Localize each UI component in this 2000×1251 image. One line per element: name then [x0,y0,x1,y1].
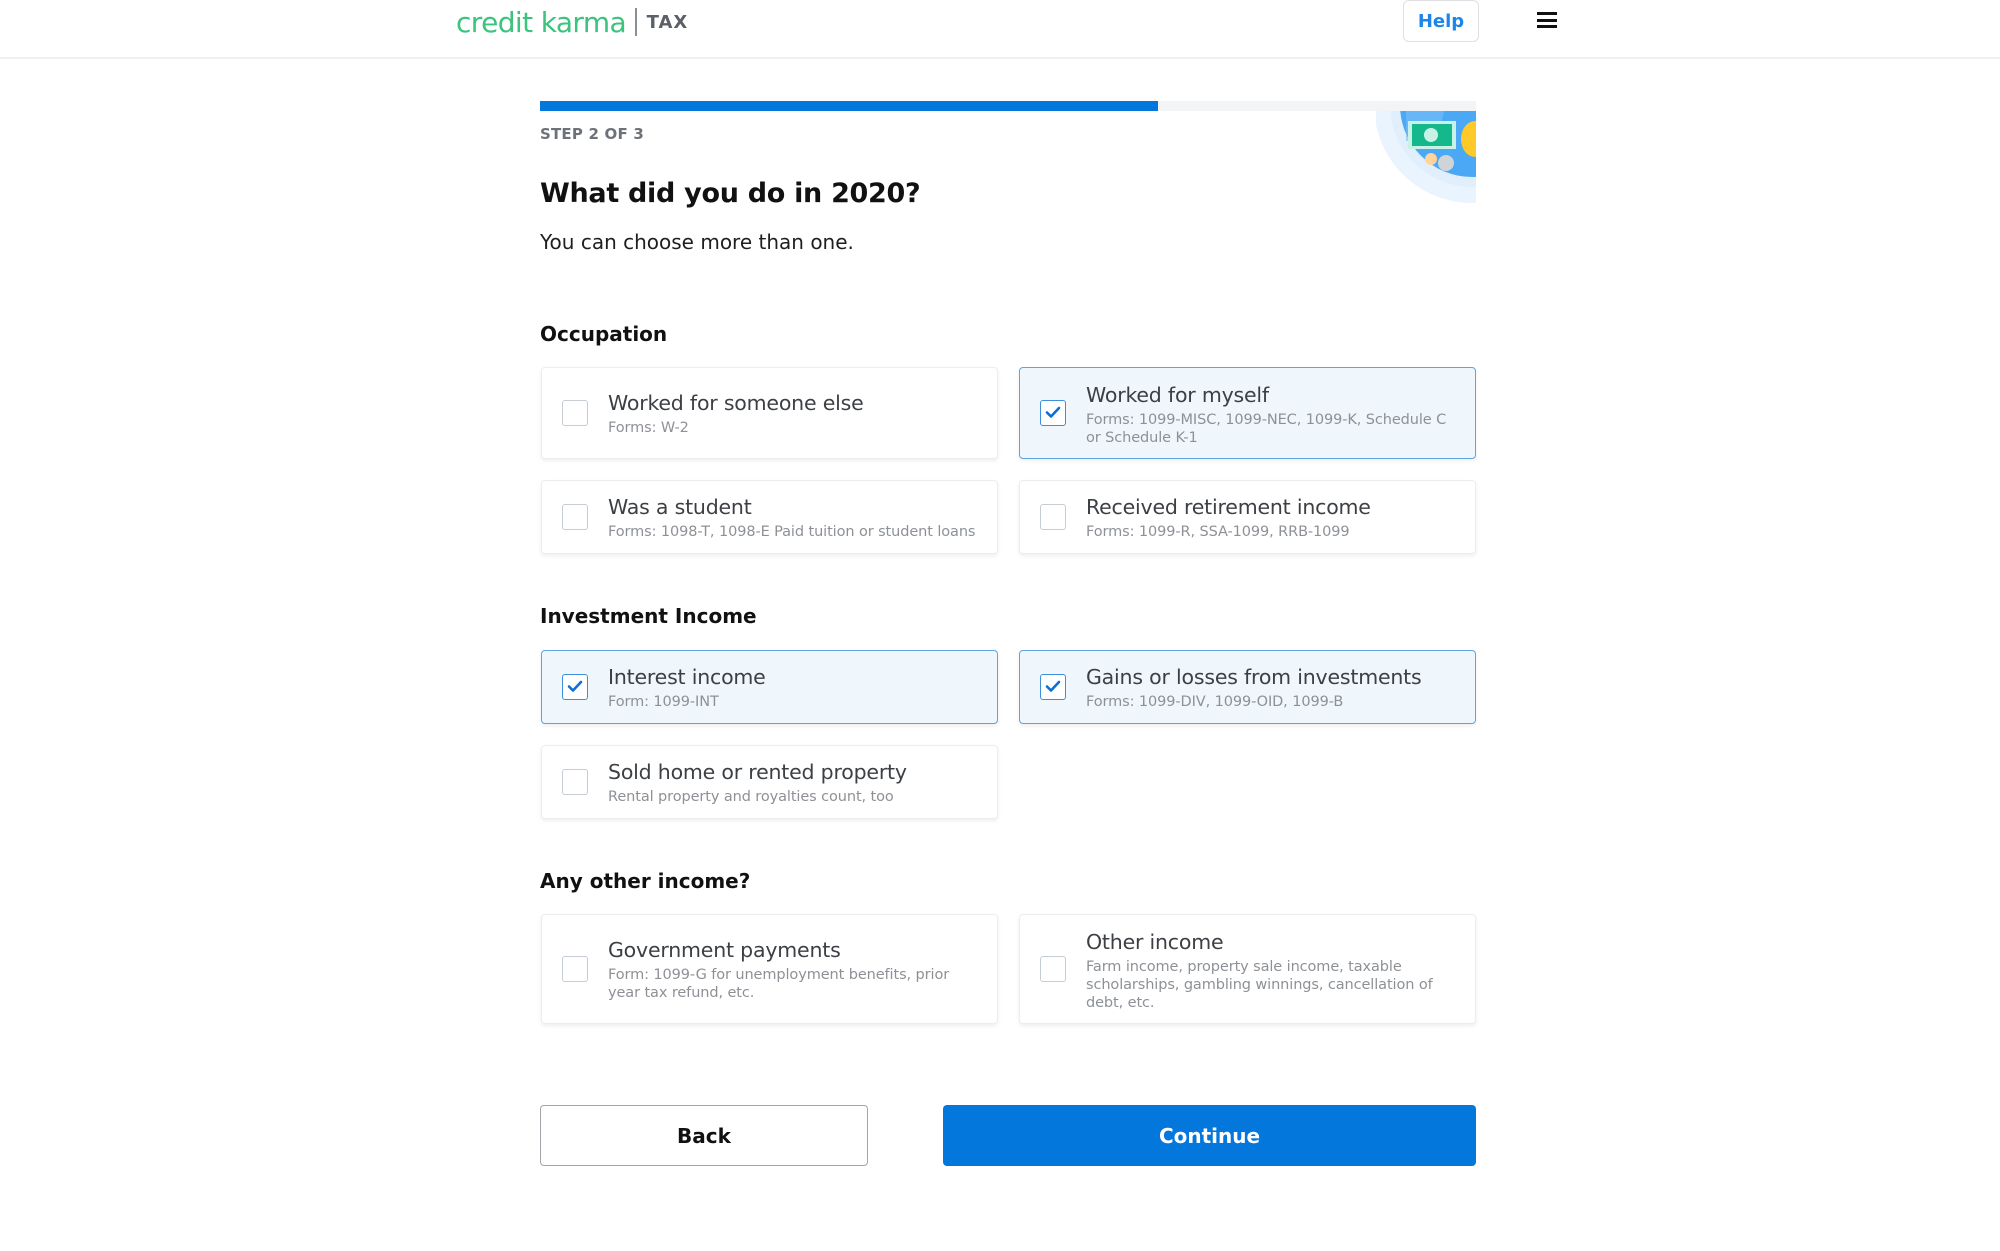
continue-button[interactable]: Continue [943,1105,1476,1166]
money-illustration-icon [1376,111,1476,205]
option-other-income[interactable] [1019,914,1476,1024]
option-sold-home-or-rented-property[interactable] [541,745,998,819]
option-subtitle: Form: 1099-INT [608,693,719,710]
help-button[interactable]: Help [1403,0,1479,42]
back-button[interactable]: Back [540,1105,868,1166]
option-interest-income[interactable] [541,650,998,724]
option-subtitle: Forms: 1099-DIV, 1099-OID, 1099-B [1086,693,1344,710]
option-subtitle: Farm income, property sale income, taxable scholarships, gambling winnings, cancellation of debt, etc. [1086,959,1433,1011]
option-text [608,494,983,541]
option-government-payments[interactable] [541,914,998,1024]
checkbox-checked[interactable] [562,674,588,700]
progress-bar-fill [540,101,1158,111]
checkbox-unchecked[interactable] [562,769,588,795]
checkmark-icon [1045,680,1061,693]
option-gains-or-losses-from-investments[interactable] [1019,650,1476,724]
checkbox-unchecked[interactable] [1040,956,1066,982]
checkbox-checked[interactable] [1040,400,1066,426]
section-heading-any-other-income: Any other income? [540,869,751,893]
option-text [608,390,983,437]
option-title: Interest income [608,664,766,689]
option-title: Received retirement income [1086,494,1371,519]
option-title: Government payments [608,938,841,962]
top-nav-bar [0,0,2000,59]
section-heading-investment-income: Investment Income [540,604,757,628]
brand-name: credit karma [456,5,627,39]
section-heading-occupation: Occupation [540,322,668,346]
option-text [1086,664,1461,711]
option-subtitle: Forms: 1099-R, SSA-1099, RRB-1099 [1086,523,1350,540]
option-text [1086,494,1461,541]
option-subtitle: Form: 1099-G for unemployment benefits, prior year tax refund, etc. [608,967,950,1001]
checkbox-unchecked[interactable] [562,956,588,982]
option-was-a-student[interactable] [541,480,998,554]
brand-divider [635,8,637,36]
option-worked-for-myself[interactable] [1019,367,1476,459]
brand-product: TAX [646,11,689,33]
option-received-retirement-income[interactable] [1019,480,1476,554]
page-subtitle: You can choose more than one. [540,230,854,254]
option-subtitle: Rental property and royalties count, too [608,788,894,805]
checkbox-unchecked[interactable] [562,504,588,530]
progress-bar [540,101,1476,111]
option-subtitle: Forms: 1098-T, 1098-E Paid tuition or student loans [608,523,976,540]
hamburger-menu-icon[interactable] [1537,12,1559,30]
option-title: Gains or losses from investments [1086,664,1422,689]
option-text [608,759,983,806]
option-title: Other income [1086,930,1224,954]
option-title: Sold home or rented property [608,759,907,784]
option-worked-for-someone-else[interactable] [541,367,998,459]
option-title: Was a student [608,494,752,519]
option-subtitle: Forms: W-2 [608,419,689,436]
page-title: What did you do in 2020? [540,178,921,209]
checkmark-icon [1045,406,1061,419]
option-title: Worked for someone else [608,390,864,415]
option-text [608,937,983,1002]
checkbox-unchecked[interactable] [1040,504,1066,530]
option-text [608,664,983,711]
step-indicator: STEP 2 OF 3 [540,125,645,143]
checkbox-checked[interactable] [1040,674,1066,700]
brand-logo[interactable] [456,2,688,42]
checkmark-icon [567,680,583,693]
option-text [1086,929,1461,1012]
option-text [1086,382,1461,447]
option-subtitle: Forms: 1099-MISC, 1099-NEC, 1099-K, Schedule C or Schedule K-1 [1086,412,1447,446]
checkbox-unchecked[interactable] [562,400,588,426]
option-title: Worked for myself [1086,383,1269,407]
